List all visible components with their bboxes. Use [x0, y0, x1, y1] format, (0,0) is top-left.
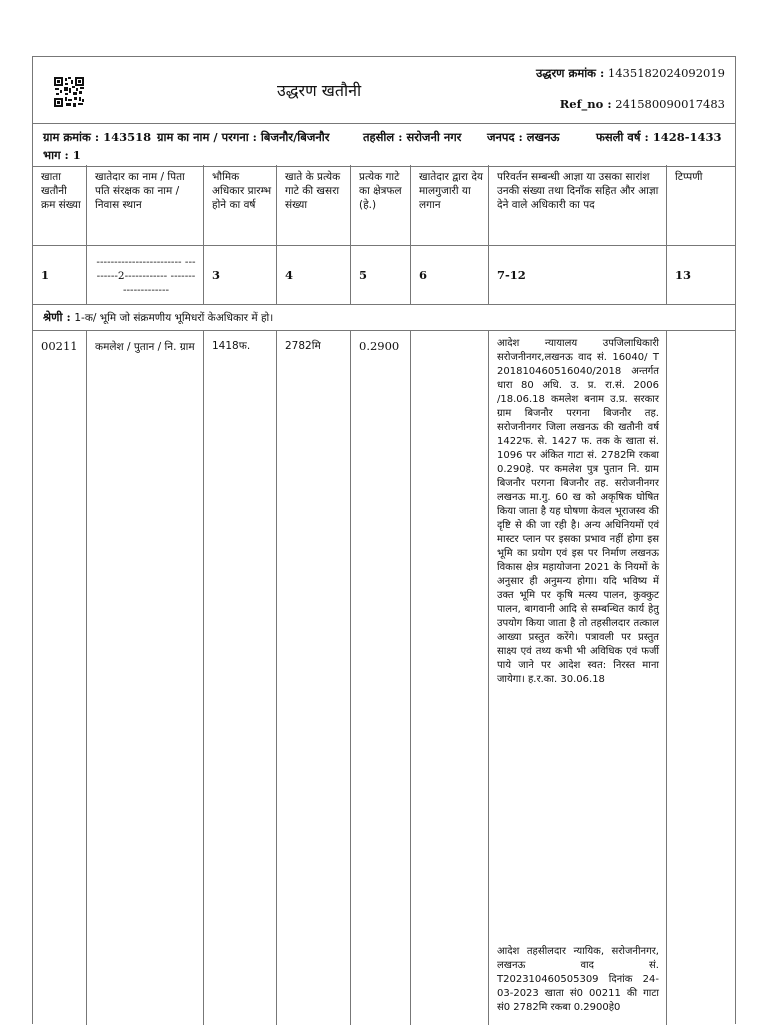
village-code: ग्राम क्रमांक : 143518 — [43, 130, 152, 144]
land-revenue — [415, 337, 485, 341]
village-info — [33, 124, 735, 167]
reference-number — [560, 97, 725, 111]
fasli-year: फसली वर्ष : 1428-1433 — [596, 130, 722, 144]
owner-name: कमलेश / पुतान / नि. ग्राम — [95, 341, 195, 353]
plot-area: 0.2900 — [359, 339, 400, 353]
order-remark-1: आदेश न्यायालय उपजिलाधिकारी सरोजनीनगर,लखनऊ वाद सं. 16040/ T 201810460516040/2018 अन्तर्गत धारा 80 अधि. उ. प्र. रा.सं. 2006 /18.06.18 कमलेश बनाम उ.प्र. सरकार ग्राम बिजनौर परगना बिजनौर तह. सरोजनीनगर जिला लखनऊ की खतौनी वर्ष 1422फ. से. 1427 फ. तक के खाता सं. 1096 पर अंकित गाटा सं. 2782मि रकबा 0.290हे. पर कमलेश पुत्र पुतान नि. ग्राम बिजनौर परगना बिजनौर तह. सरोजनीनगर लखनऊ मा.गु. 60 ख को अकृषिक घोषित किया जाता है यह घोषणा केवल भूराजस्व की दृष्टि से की जा रही है। अन्य अधिनियमों एवं मास्टर प्लान पर इसका प्रभाव नहीं होगा इस भूमि का प्रयोग एवं इस पर निर्माण लखनऊ विकास क्षेत्र महायोजना 2021 के नियमों के अनुसार ही अनुमन्य होगा। यदि भविष्य में उक्त भूमि पर कृषि मत्स्य पालन, कुक्कुट पालन, बागवानी आदि से सम्बन्धित कार्य हेतु उपयोग किया जाता है तो तहसीलदार तत्काल आख्या प्रस्तुत करेंगे। पत्रावली पर प्रस्तुत साक्ष्य एवं तथ्य कभी भी अविधिक एवं फर्जी पाये जाने पर आदेश स्वत: निरस्त माना जायेगा। ह.र.का. 30.06.18 — [497, 338, 659, 685]
village-name: ग्राम का नाम / परगना : बिजनौर/बिजनौर — [157, 130, 330, 144]
column-number: 1 — [41, 268, 50, 282]
ref-label: Ref_no : — [559, 97, 612, 111]
khata-number: 00211 — [41, 339, 78, 353]
rights-year: 1418फ. — [212, 340, 251, 352]
column-header: खाते के प्रत्येक गाटे की खसरा संख्या — [285, 171, 341, 211]
khatauni-document — [32, 56, 736, 1024]
column-header: खाता खतौनी क्रम संख्या — [41, 171, 81, 211]
column-number: 6 — [419, 268, 428, 282]
part-number: भाग : 1 — [43, 148, 81, 162]
column-header: खातेदार द्वारा देय मालगुजारी या लगान — [419, 171, 483, 211]
tehsil: तहसील : सरोजनी नगर — [363, 130, 462, 144]
column-number: 7-12 — [497, 268, 526, 282]
column-number: 3 — [212, 268, 221, 282]
column-header: प्रत्येक गाटे का क्षेत्रफल (हे.) — [359, 171, 402, 211]
khasra-number: 2782मि — [285, 340, 321, 352]
qr-code-icon — [53, 76, 85, 108]
ref-value: 241580090017483 — [615, 97, 725, 111]
column-header: टिप्पणी — [675, 171, 703, 183]
category-row — [39, 308, 729, 328]
khatauni-table — [33, 165, 735, 1025]
document-title: उद्धरण खतौनी — [277, 81, 362, 100]
column-number: 5 — [359, 268, 368, 282]
column-number: ------------------------ ---------2------------ -------------------- — [96, 256, 196, 296]
category-label: श्रेणी : — [43, 310, 71, 324]
column-number: 4 — [285, 268, 294, 282]
column-header: परिवर्तन सम्बन्धी आज्ञा या उसका सारांश उनकी संख्या तथा दिनाँक सहित और आज्ञा देने वाले अधिकारी का पद — [497, 171, 659, 211]
serial-number — [536, 66, 725, 81]
column-header: खातेदार का नाम / पिता पति संरक्षक का नाम / निवास स्थान — [95, 171, 185, 211]
serial-label: उद्धरण क्रमांक : — [535, 66, 605, 80]
category-text: 1-क/ भूमि जो संक्रमणीय भूमिधरों केअधिकार में हो। — [74, 312, 274, 324]
note — [671, 337, 731, 341]
column-header: भौमिक अधिकार प्रारम्भ होने का वर्ष — [212, 171, 272, 211]
document-header — [33, 57, 735, 124]
order-remark-2: आदेश तहसीलदार न्यायिक, सरोजनीनगर, लखनऊ वाद सं. T202310460505309 दिनांक 24-03-2023 खाता सं0 00211 की गाटा सं0 2782मि रकबा 0.2900हे0 — [497, 946, 659, 1013]
serial-value: 1435182024092019 — [607, 66, 725, 80]
district: जनपद : लखनऊ — [487, 130, 560, 144]
column-number: 13 — [675, 268, 692, 282]
